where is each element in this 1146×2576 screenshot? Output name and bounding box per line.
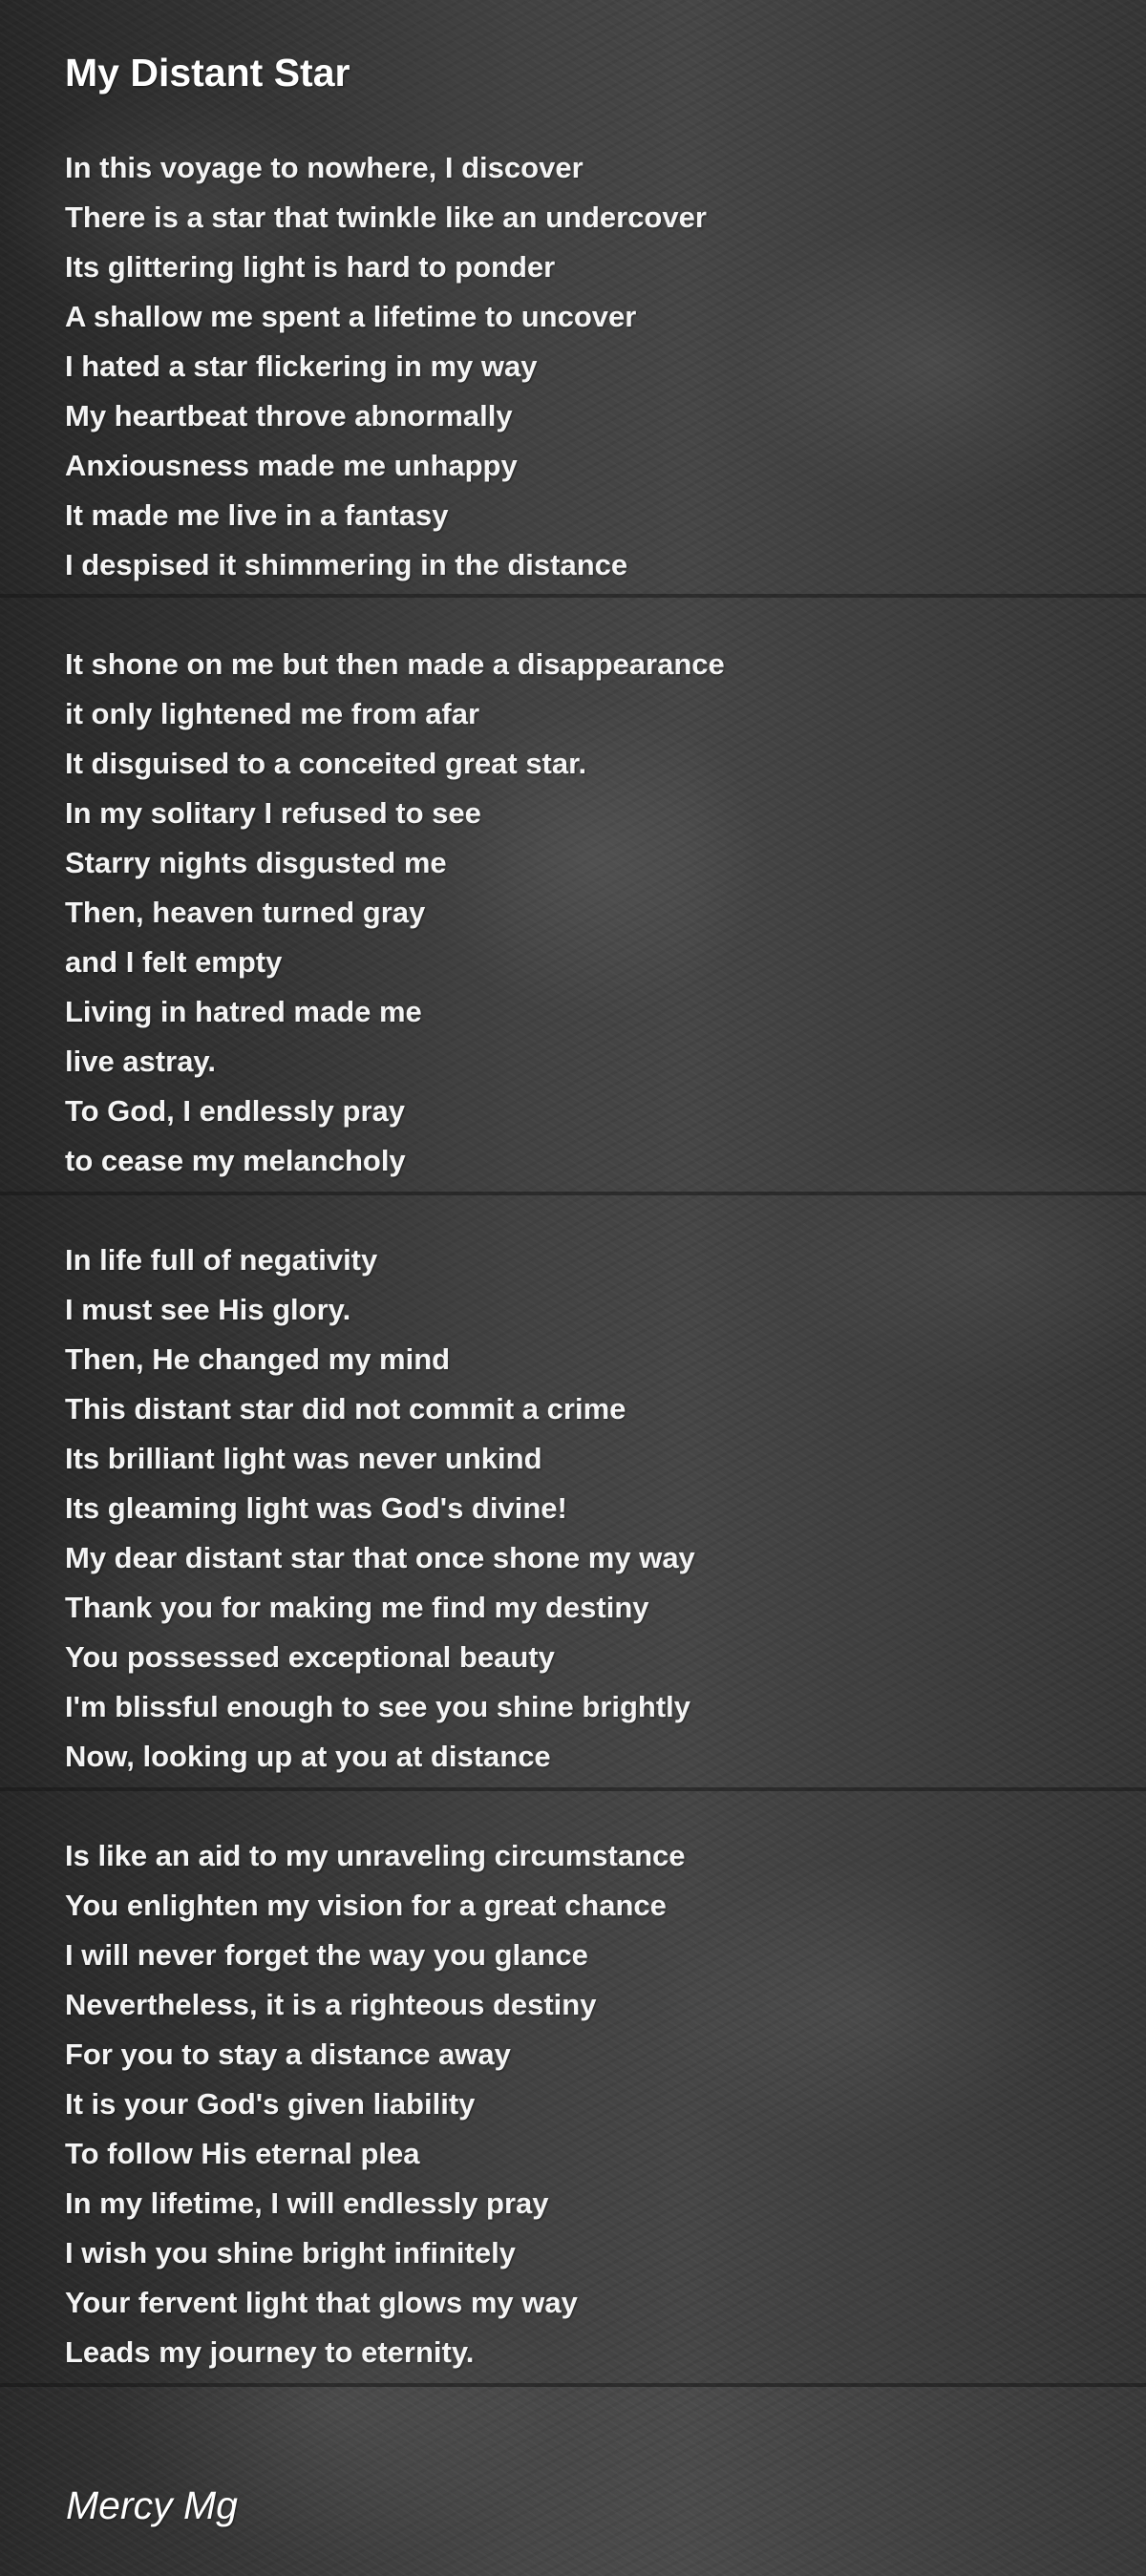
poem-line: Its brilliant light was never unkind bbox=[65, 1442, 542, 1475]
band-divider bbox=[0, 2383, 1146, 2387]
poem-line: In my solitary I refused to see bbox=[65, 796, 481, 830]
poem-line: My heartbeat throve abnormally bbox=[65, 399, 513, 433]
poem-line: Starry nights disgusted me bbox=[65, 846, 447, 879]
poem-line: My dear distant star that once shone my way bbox=[65, 1541, 695, 1574]
poem-line: A shallow me spent a lifetime to uncover bbox=[65, 300, 637, 333]
poem-line: to cease my melancholy bbox=[65, 1144, 406, 1177]
poem-line: Then, heaven turned gray bbox=[65, 896, 426, 929]
poem-line: There is a star that twinkle like an undercover bbox=[65, 201, 707, 234]
poem-line: I hated a star flickering in my way bbox=[65, 349, 538, 383]
poem-line: Nevertheless, it is a righteous destiny bbox=[65, 1988, 597, 2021]
poem-line: It shone on me but then made a disappearance bbox=[65, 647, 725, 681]
poem-line: This distant star did not commit a crime bbox=[65, 1392, 626, 1425]
poem-line: I will never forget the way you glance bbox=[65, 1938, 588, 1972]
poem-line: Thank you for making me find my destiny bbox=[65, 1591, 649, 1624]
poem-line: and I felt empty bbox=[65, 945, 283, 979]
poem-author: Mercy Mg bbox=[66, 2483, 238, 2527]
poem-line: To follow His eternal plea bbox=[65, 2137, 420, 2170]
poem-line: I wish you shine bright infinitely bbox=[65, 2236, 516, 2270]
poem-line: I despised it shimmering in the distance bbox=[65, 548, 628, 581]
poem-line: It made me live in a fantasy bbox=[65, 498, 449, 532]
poem-line: Anxiousness made me unhappy bbox=[65, 449, 518, 482]
poem-line: It disguised to a conceited great star. bbox=[65, 747, 587, 780]
poem-line: Now, looking up at you at distance bbox=[65, 1740, 551, 1773]
poem-title: My Distant Star bbox=[65, 51, 350, 95]
poem-line: live astray. bbox=[65, 1045, 216, 1078]
poem-line: Its gleaming light was God's divine! bbox=[65, 1491, 567, 1525]
poem-line: For you to stay a distance away bbox=[65, 2038, 511, 2071]
poem-line: Your fervent light that glows my way bbox=[65, 2286, 578, 2319]
poem-line: You possessed exceptional beauty bbox=[65, 1640, 555, 1674]
stanza-3 bbox=[65, 1235, 695, 1782]
stanza-2 bbox=[65, 640, 725, 1186]
poem-line: In this voyage to nowhere, I discover bbox=[65, 151, 584, 184]
poem-line: I must see His glory. bbox=[65, 1293, 351, 1326]
poem-line: Leads my journey to eternity. bbox=[65, 2335, 475, 2369]
poem-line: it only lightened me from afar bbox=[65, 697, 480, 730]
poem-line: Living in hatred made me bbox=[65, 995, 422, 1028]
poem-line: Then, He changed my mind bbox=[65, 1342, 451, 1376]
stanza-1 bbox=[65, 143, 707, 590]
poem-line: In my lifetime, I will endlessly pray bbox=[65, 2186, 549, 2220]
stanza-4 bbox=[65, 1831, 686, 2377]
poem-line: You enlighten my vision for a great chance bbox=[65, 1889, 667, 1922]
poem-line: It is your God's given liability bbox=[65, 2087, 476, 2121]
poem-line: Is like an aid to my unraveling circumstance bbox=[65, 1839, 686, 1872]
poem-line: In life full of negativity bbox=[65, 1243, 378, 1277]
poem-line: I'm blissful enough to see you shine brightly bbox=[65, 1690, 690, 1723]
poem-line: To God, I endlessly pray bbox=[65, 1094, 406, 1128]
poem-line: Its glittering light is hard to ponder bbox=[65, 250, 556, 284]
